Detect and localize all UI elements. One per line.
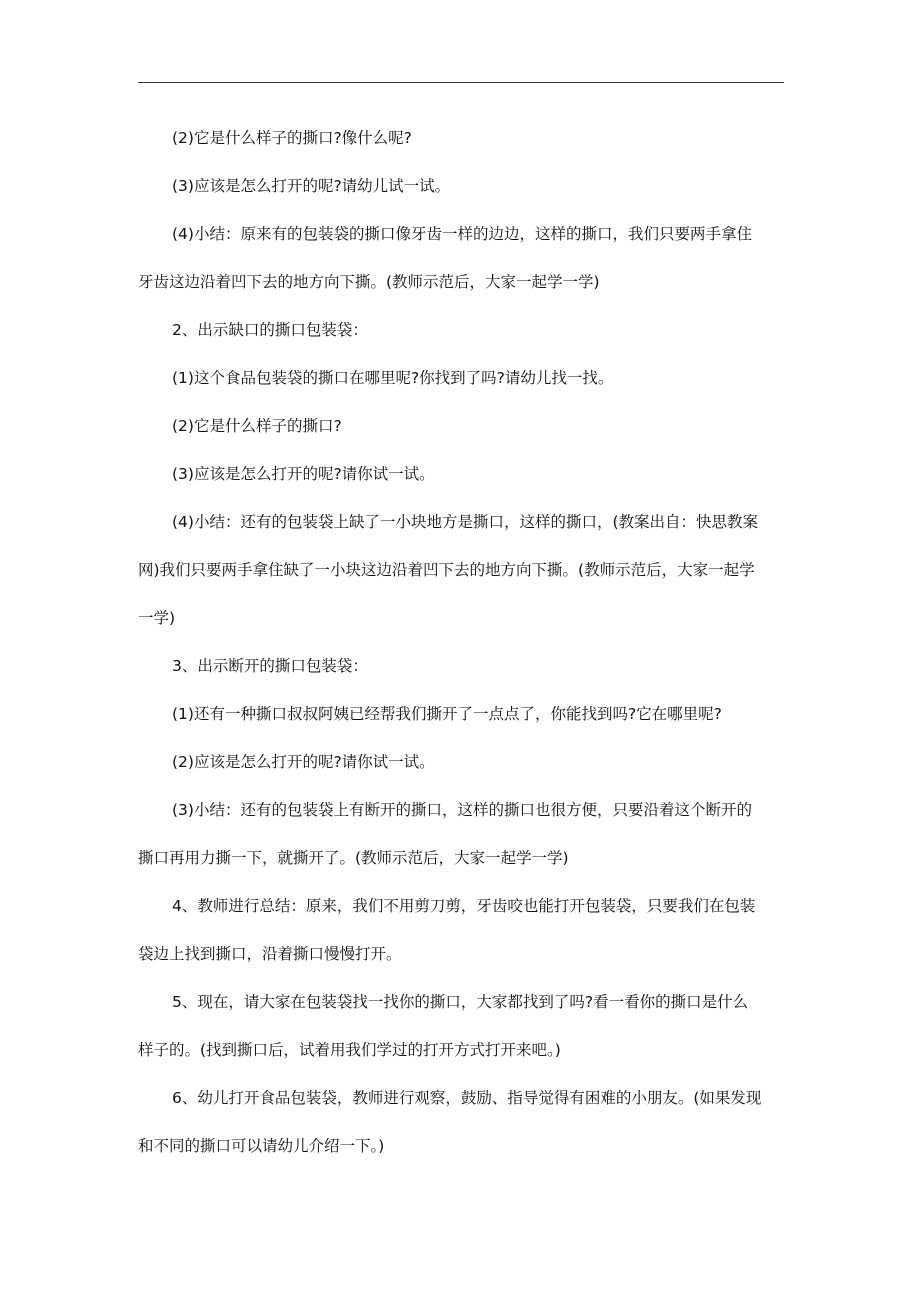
text-line: 网)我们只要两手拿住缺了一小块这边沿着凹下去的地方向下撕。(教师示范后，大家一起学 [138, 561, 755, 579]
text-line: 样子的。(找到撕口后，试着用我们学过的打开方式打开来吧。) [138, 1041, 561, 1059]
text-line: (3)应该是怎么打开的呢?请幼儿试一试。 [172, 177, 451, 195]
text-line: 5、现在，请大家在包装袋找一找你的撕口，大家都找到了吗?看一看你的撕口是什么 [172, 993, 749, 1011]
text-line: 3、出示断开的撕口包装袋： [172, 657, 368, 675]
text-line: 和不同的撕口可以请幼儿介绍一下。) [138, 1137, 385, 1155]
text-line: 牙齿这边沿着凹下去的地方向下撕。(教师示范后，大家一起学一学) [138, 273, 600, 291]
text-line: 2、出示缺口的撕口包装袋： [172, 321, 368, 339]
text-line: 袋边上找到撕口，沿着撕口慢慢打开。 [138, 945, 402, 963]
text-line: (1)还有一种撕口叔叔阿姨已经帮我们撕开了一点点了，你能找到吗?它在哪里呢? [172, 705, 722, 723]
text-line: (3)应该是怎么打开的呢?请你试一试。 [172, 465, 435, 483]
text-line: (2)它是什么样子的撕口? [172, 417, 342, 435]
text-line: 4、教师进行总结：原来，我们不用剪刀剪，牙齿咬也能打开包装袋，只要我们在包装 [172, 897, 756, 915]
text-line: 一学) [138, 609, 176, 627]
text-line: (2)它是什么样子的撕口?像什么呢? [172, 129, 412, 147]
text-line: (4)小结：还有的包装袋上缺了一小块地方是撕口，这样的撕口，(教案出自：快思教案 [172, 513, 759, 531]
text-line: (3)小结：还有的包装袋上有断开的撕口，这样的撕口也很方便，只要沿着这个断开的 [172, 801, 752, 819]
text-line: (2)应该是怎么打开的呢?请你试一试。 [172, 753, 435, 771]
text-line: 撕口再用力撕一下，就撕开了。(教师示范后，大家一起学一学) [138, 849, 569, 867]
text-line: (1)这个食品包装袋的撕口在哪里呢?你找到了吗?请幼儿找一找。 [172, 369, 614, 387]
header-rule [138, 82, 784, 83]
text-line: (4)小结：原来有的包装袋的撕口像牙齿一样的边边，这样的撕口，我们只要两手拿住 [172, 225, 752, 243]
text-line: 6、幼儿打开食品包装袋，教师进行观察，鼓励、指导觉得有困难的小朋友。(如果发现 [172, 1089, 762, 1107]
